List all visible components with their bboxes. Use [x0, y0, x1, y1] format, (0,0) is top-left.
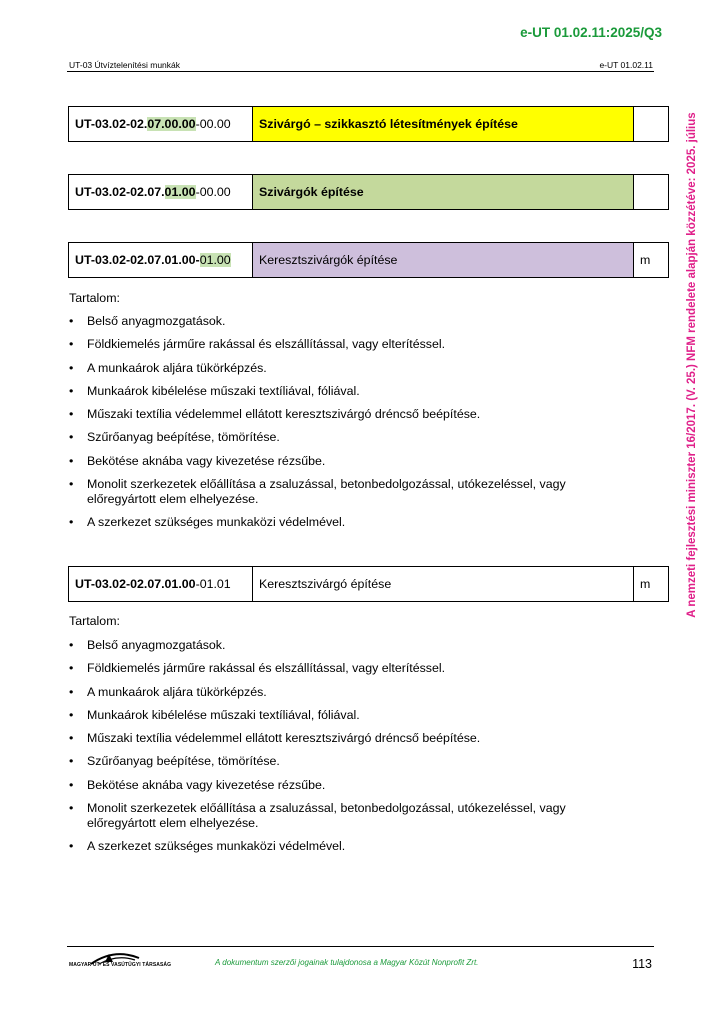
item-row-level-4	[68, 566, 669, 602]
list-item: • Belső anyagmozgatások.	[69, 314, 629, 329]
list-item: • Földkiemelés járműre rakással és elszállítással, vagy elterítéssel.	[69, 661, 629, 676]
copyright-notice: A dokumentum szerzői jogainak tulajdonosa a Magyar Közút Nonprofit Zrt.	[215, 958, 479, 967]
page-number: 113	[632, 957, 652, 971]
item-unit	[634, 175, 669, 210]
header-document-id: e-UT 01.02.11	[599, 60, 653, 70]
item-code: UT-03.02-02.07.01.00-01.00	[69, 243, 253, 278]
list-item: • Földkiemelés járműre rakással és elszállítással, vagy elterítéssel.	[69, 337, 629, 352]
item-code: UT-03.02-02.07.01.00-01.01	[69, 567, 253, 602]
item-row-level-3	[68, 242, 669, 278]
item-title: Keresztszivárgók építése	[253, 243, 634, 278]
list-item: • Bekötése aknába vagy kivezetése rézsűbe.	[69, 454, 629, 469]
list-item: • Műszaki textília védelemmel ellátott keresztszivárgó dréncső beépítése.	[69, 731, 629, 746]
list-item: • Munkaárok kibélelése műszaki textíliával, fóliával.	[69, 384, 629, 399]
document-code: e-UT 01.02.11:2025/Q3	[520, 25, 662, 40]
list-item: • Munkaárok kibélelése műszaki textíliával, fóliával.	[69, 708, 629, 723]
list-item: • Belső anyagmozgatások.	[69, 638, 629, 653]
content-list	[69, 314, 629, 539]
item-unit: m	[634, 567, 669, 602]
item-unit	[634, 107, 669, 142]
list-item: • Monolit szerkezetek előállítása a zsaluzással, betonbedolgozással, utókezeléssel, vagy előregyártott elem elhelyezése.	[69, 477, 629, 507]
society-logo-text: MAGYAR ÚT- ÉS VASÚTÜGYI TÁRSASÁG	[69, 962, 172, 968]
item-row-level-1	[68, 106, 669, 142]
content-label: Tartalom:	[69, 291, 120, 305]
item-title: Szivárgók építése	[253, 175, 634, 210]
header-chapter-title: UT-03 Útvíztelenítési munkák	[69, 60, 181, 70]
item-code: UT-03.02-02.07.01.00-00.00	[69, 175, 253, 210]
list-item: • Szűrőanyag beépítése, tömörítése.	[69, 754, 629, 769]
publication-side-note: A nemzeti fejlesztési miniszter 16/2017. (V. 25.) NFM rendelete alapján közzétéve: 2025. július	[686, 112, 698, 618]
list-item: • Monolit szerkezetek előállítása a zsaluzással, betonbedolgozással, utókezeléssel, vagy előregyártott elem elhelyezése.	[69, 801, 629, 831]
list-item: • A munkaárok aljára tükörképzés.	[69, 361, 629, 376]
list-item: • Műszaki textília védelemmel ellátott keresztszivárgó dréncső beépítése.	[69, 407, 629, 422]
list-item: • Bekötése aknába vagy kivezetése rézsűbe.	[69, 778, 629, 793]
society-logo-icon	[69, 950, 159, 972]
list-item: • A szerkezet szükséges munkaközi védelmével.	[69, 515, 629, 530]
item-title: Keresztszivárgó építése	[253, 567, 634, 602]
list-item: • Szűrőanyag beépítése, tömörítése.	[69, 430, 629, 445]
content-list	[69, 638, 629, 863]
footer-divider	[67, 946, 654, 947]
item-unit: m	[634, 243, 669, 278]
item-code: UT-03.02-02.07.00.00-00.00	[69, 107, 253, 142]
list-item: • A szerkezet szükséges munkaközi védelmével.	[69, 839, 629, 854]
list-item: • A munkaárok aljára tükörképzés.	[69, 685, 629, 700]
content-label: Tartalom:	[69, 614, 120, 628]
item-title: Szivárgó – szikkasztó létesítmények építése	[253, 107, 634, 142]
item-row-level-2	[68, 174, 669, 210]
header-divider	[67, 71, 654, 72]
